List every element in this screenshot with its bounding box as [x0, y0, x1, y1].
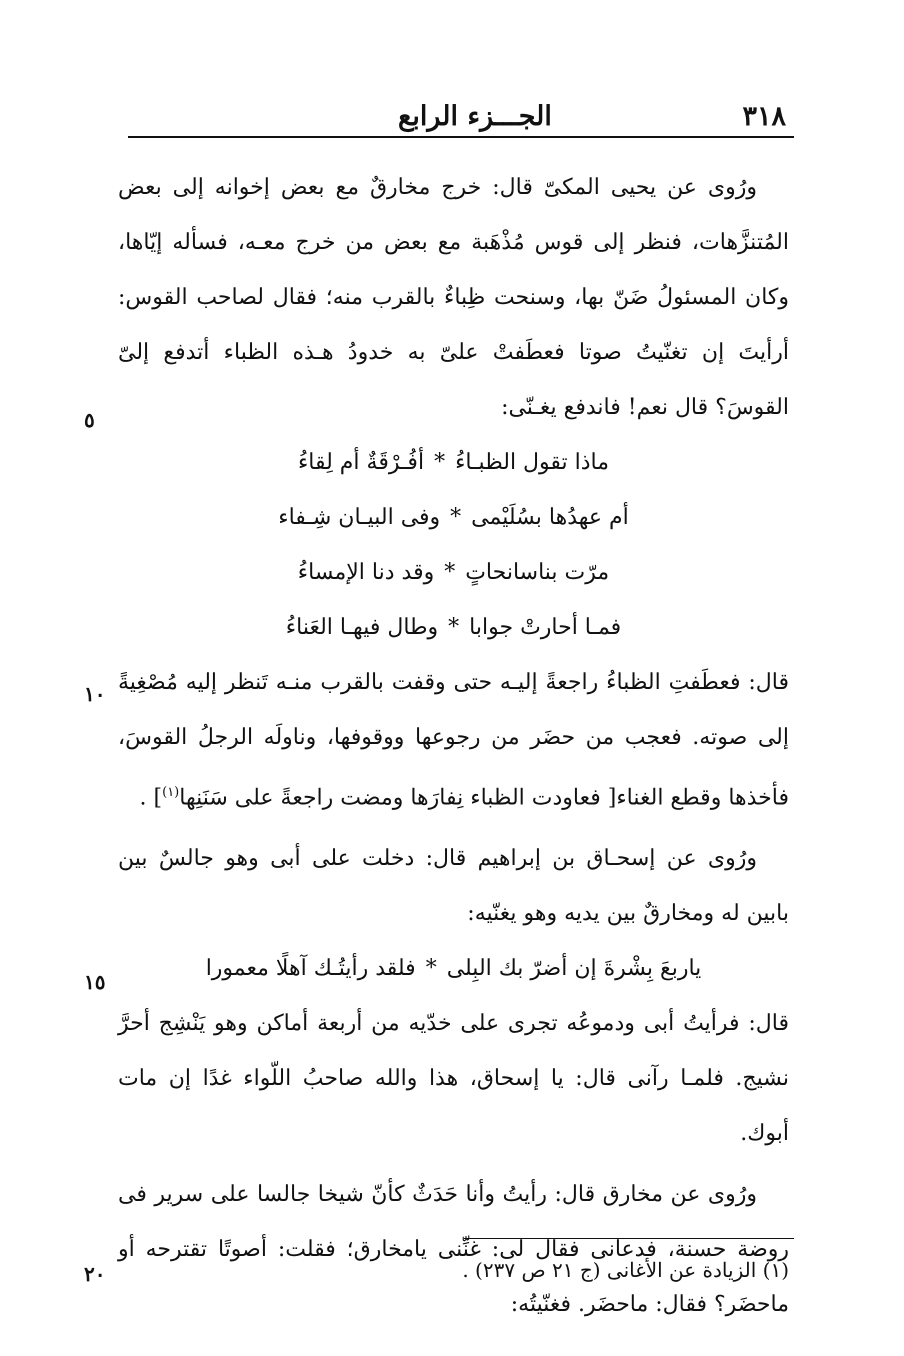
verse-separator: * — [425, 956, 437, 982]
verse-separator: * — [450, 505, 462, 530]
paragraph-2-end: ] . — [139, 785, 163, 811]
verse-line — [118, 490, 789, 545]
hemistich-first: فمـا أحارتْ جوابا — [469, 615, 622, 640]
verse-separator: * — [448, 615, 460, 640]
hemistich-first: ماذا تقول الظبـاءُ — [455, 450, 610, 475]
paragraph-4: قال: فرأيتُ أبى ودموعُه تجرى على خدّيه من أربعة أماكن وهو يَنْشِج أحرَّ نشيج. فلمـا رآنى قال: يا إسحاق، هذا والله صاحبُ اللّواء غدًا إن مات أبوك. — [118, 1011, 789, 1147]
line-number-15: ١٥ — [84, 970, 106, 994]
hemistich-second: أفُـرْقَةٌ أم لِقاءُ — [297, 450, 425, 475]
hemistich-second: وفى البيـان شِـفاء — [278, 505, 441, 530]
verse-separator: * — [444, 560, 456, 585]
verse-separator: * — [434, 450, 446, 475]
verse-line — [118, 435, 789, 490]
line-number-20: ٢٠ — [84, 1262, 106, 1286]
paragraph-1: ورُوى عن يحيى المكىّ قال: خرج مخارقٌ مع بعض إخوانه إلى بعض المُتنزَّهات، فنظر إلى قوس مُذْهَبة مع بعض من خرج معـه، فسأله إيّاها، وكان المسئولُ ضَنّ بها، وسنحت ظِباءٌ بالقرب منه؛ فقال لصاحب القوس: أرأيتَ إن تغنّيتُ صوتا فعطَفتْ علىّ به خدودُ هـذه الظباء أتدفع إلىّ القوسَ؟ قال نعم! فاندفع يغـنّى: — [118, 175, 789, 420]
hemistich-first: أم عهدُها بسُلَيْمى — [471, 505, 629, 530]
page-header — [128, 88, 786, 132]
paragraph-2-text: قال: فعطَفتِ الظباءُ راجعةً إليـه حتى وقفت بالقرب منـه تَنظر إليه مُصْغِيةً إلى صوته. فعجب من حضَر من رجوعها ووقوفها، وناولَه الرجلُ القوسَ، فأخذها وقطع الغناء[ فعاودت الظباء نِفارَها ومضت راجعةً على سَنَنِها — [118, 670, 789, 811]
line-number-5: ٥ — [84, 408, 95, 432]
hemistich-second: وقد دنا الإمساءُ — [297, 560, 435, 585]
hemistich-second: فلقد رأيتُـك آهلًا معمورا — [205, 956, 416, 982]
verse-line — [118, 545, 789, 600]
footnote-rule — [464, 1238, 794, 1239]
verse-line — [118, 600, 789, 655]
footnote: (١) الزيادة عن الأغانى (ج ٢١ ص ٢٣٧) . — [462, 1258, 789, 1282]
hemistich-first: ياربعَ بِشْرةَ إن أضرّ بك البِلى — [446, 956, 702, 982]
page-number: ٣١٨ — [742, 101, 786, 132]
verse-line-2 — [118, 941, 789, 996]
header-rule — [128, 136, 794, 138]
hemistich-second: وطال فيهـا العَناءُ — [285, 615, 439, 640]
main-text — [118, 160, 789, 1332]
paragraph-5: ورُوى عن مخارق قال: رأيتُ وأنا حَدَثٌ كأنّ شيخا جالسا على سرير فى روضة حسنة، فدعانى فقال لى: غنِّنى يامخارق؛ فقلت: أصوتًا تقترحه أو ماحضَر؟ فقال: ماحضَر. فغنّيتُه: — [118, 1182, 789, 1318]
verse-block-1 — [118, 435, 789, 655]
footnote-marker: (١) — [162, 785, 180, 800]
paragraph-3: ورُوى عن إسحـاق بن إبراهيم قال: دخلت على أبى وهو جالسٌ بين بابين له ومخارقٌ بين يديه وهو يغنّيه: — [118, 846, 789, 927]
paragraph-2 — [118, 655, 789, 825]
running-title: الجـــزء الرابع — [398, 101, 552, 132]
hemistich-first: مرّت بناسانحاتٍ — [465, 560, 610, 585]
line-number-10: ١٠ — [84, 682, 106, 706]
